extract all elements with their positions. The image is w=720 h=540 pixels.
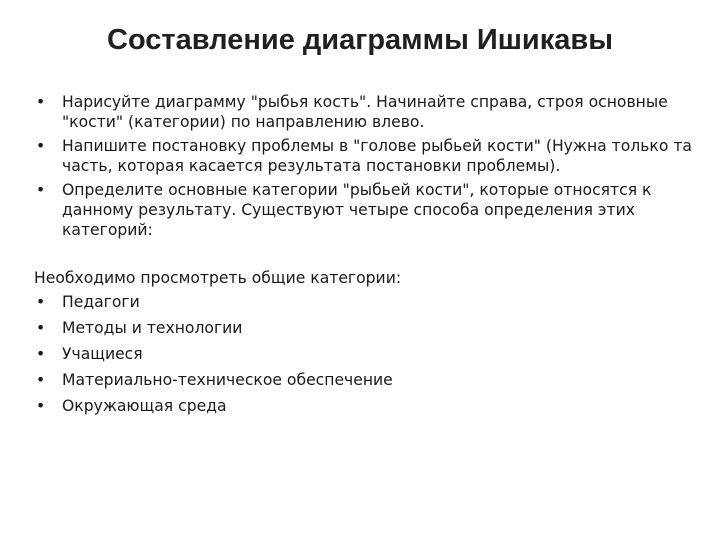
list-item-text: Определите основные категории "рыбьей кости", которые относятся к данному результату. Существуют четыре способа определения этих категорий: bbox=[62, 181, 652, 239]
bullet-icon: • bbox=[36, 181, 46, 199]
list-item bbox=[34, 370, 694, 390]
list-item bbox=[34, 92, 694, 132]
list-item-text: Нарисуйте диаграмму "рыбья кость". Начинайте справа, строя основные "кости" (категории) по направлению влево. bbox=[62, 93, 668, 131]
bullet-icon: • bbox=[36, 397, 46, 415]
category-text: Методы и технологии bbox=[62, 319, 243, 337]
categories-list bbox=[34, 292, 694, 416]
list-item bbox=[34, 344, 694, 364]
bullet-icon: • bbox=[36, 319, 46, 337]
category-text: Окружающая среда bbox=[62, 397, 227, 415]
category-text: Материально-техническое обеспечение bbox=[62, 371, 393, 389]
instruction-list bbox=[34, 92, 694, 240]
bullet-icon: • bbox=[36, 371, 46, 389]
list-item bbox=[34, 292, 694, 312]
bullet-icon: • bbox=[36, 345, 46, 363]
list-item bbox=[34, 136, 694, 176]
list-item bbox=[34, 180, 694, 240]
bullet-icon: • bbox=[36, 137, 46, 155]
category-text: Педагоги bbox=[62, 293, 140, 311]
bullet-icon: • bbox=[36, 93, 46, 111]
slide-body bbox=[34, 92, 694, 422]
list-item-text: Напишите постановку проблемы в "голове рыбьей кости" (Нужна только та часть, которая касается результата постановки проблемы). bbox=[62, 137, 692, 175]
categories-heading: Необходимо просмотреть общие категории: bbox=[34, 269, 402, 287]
list-item bbox=[34, 396, 694, 416]
bullet-icon: • bbox=[36, 293, 46, 311]
category-text: Учащиеся bbox=[62, 345, 143, 363]
section-gap bbox=[34, 244, 694, 268]
slide-title: Составление диаграммы Ишикавы bbox=[107, 24, 613, 56]
list-item bbox=[34, 318, 694, 338]
